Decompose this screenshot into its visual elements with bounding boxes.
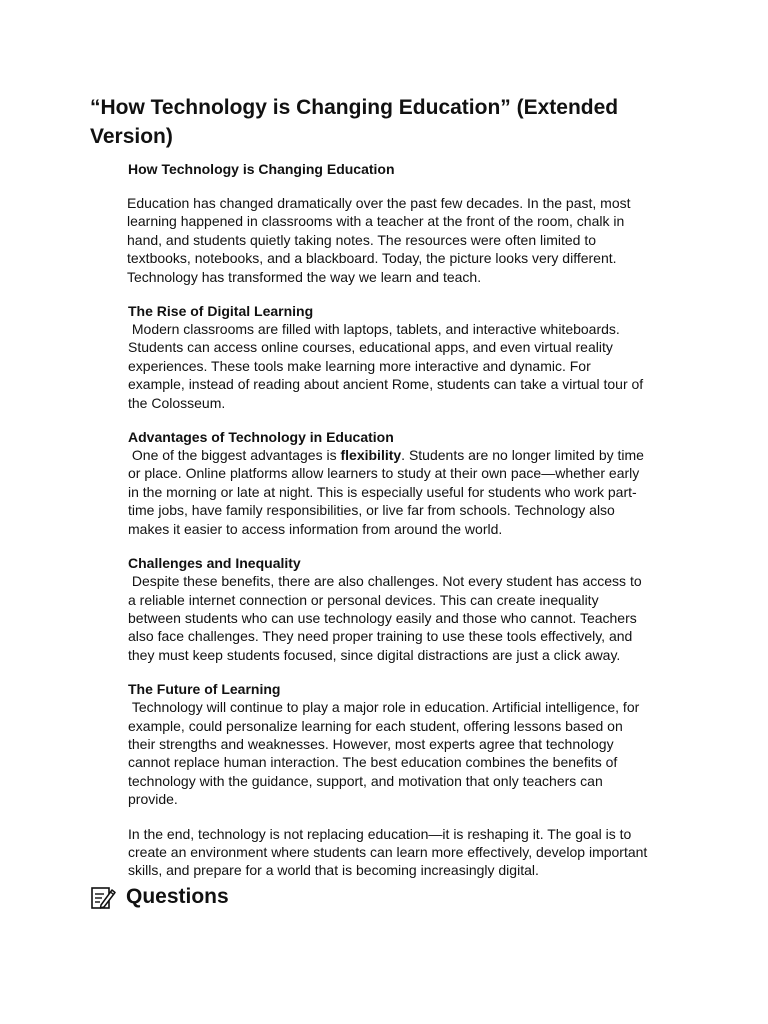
section-heading: The Future of Learning (128, 681, 281, 698)
section-advantages (128, 428, 648, 538)
section-rise-of-digital-learning (128, 302, 648, 412)
conclusion-paragraph: In the end, technology is not replacing education—it is reshaping it. The goal is to create an environment where students can learn more effectively, develop important skills, and prepare for a world that is becoming increasingly digital. (128, 825, 648, 879)
conclusion (128, 825, 648, 880)
questions-heading (90, 883, 229, 911)
section-challenges (128, 554, 648, 664)
intro-paragraph: Education has changed dramatically over the past few decades. In the past, most learning happened in classrooms with a teacher at the front of the room, chalk in hand, and students quietly taking notes. The resources were often limited to textbooks, notebooks, and a blackboard. Today, the picture looks very different. Technology has transformed the way we learn and teach. (127, 195, 631, 285)
article-subtitle: How Technology is Changing Education (128, 161, 395, 177)
section-future-of-learning (128, 680, 648, 808)
section-heading: The Rise of Digital Learning (128, 303, 314, 320)
document-body (128, 160, 648, 880)
section-paragraph: Despite these benefits, there are also challenges. Not every student has access to a reliable internet connection or personal devices. This can create inequality between students who can use technology easily and those who cannot. Teachers also face challenges. They need proper training to use these tools effectively, and they must keep students focused, since digital distractions are just a click away. (128, 573, 646, 663)
questions-title: Questions (126, 885, 229, 908)
section-heading: Challenges and Inequality (128, 555, 301, 572)
section-heading: Advantages of Technology in Education (128, 429, 394, 446)
section-paragraph: Technology will continue to play a major role in education. Artificial intelligence, for example, could personalize learning for each student, offering lessons based on their strengths and weaknesses. However, most experts agree that technology cannot replace human interaction. The best education combines the benefits of technology with the guidance, support, and motivation that only teachers can provide. (128, 699, 644, 808)
paragraph-text: . Students are no longer limited by time or place. Online platforms allow learners to study at their own pace—whether early in the morning or late at night. This is especially useful for students who work part-time jobs, have family responsibilities, or live far from schools. Technology also makes it easier to access information from around the world. (128, 447, 648, 537)
section-paragraph (128, 446, 648, 538)
section-paragraph: Modern classrooms are filled with laptops, tablets, and interactive whiteboards. Students can access online courses, educational apps, and even virtual reality experiences. These tools make learning more interactive and dynamic. For example, instead of reading about ancient Rome, students can take a virtual tour of the Colosseum. (128, 321, 648, 411)
paragraph-text: One of the biggest advantages is (128, 447, 341, 464)
bold-term: flexibility (340, 447, 402, 464)
memo-icon (90, 884, 116, 910)
document-title: “How Technology is Changing Education” (Extended Version) (90, 96, 619, 148)
